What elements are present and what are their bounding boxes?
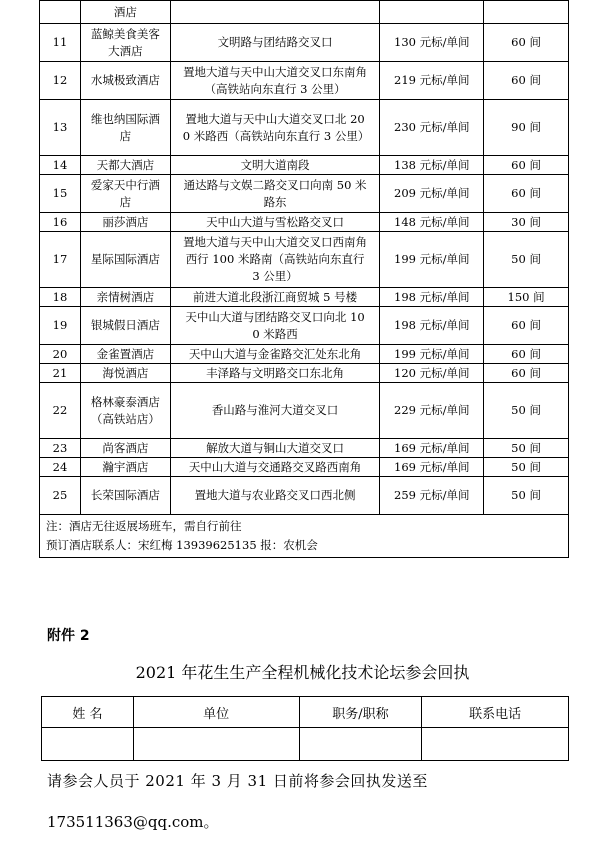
hotel-location: 置地大道与农业路交叉口西北侧 bbox=[170, 477, 380, 515]
hotel-location: 文明路与团结路交叉口 bbox=[170, 24, 380, 62]
hotel-number: 25 bbox=[40, 477, 81, 515]
hotel-row bbox=[40, 477, 569, 515]
hotel-name: 瀚宇酒店 bbox=[80, 458, 170, 477]
hotel-location: 丰泽路与文明路交口东北角 bbox=[170, 364, 380, 383]
hotel-number: 15 bbox=[40, 175, 81, 213]
continued-hotel-name: 酒店 bbox=[80, 1, 170, 24]
hotel-number: 16 bbox=[40, 213, 81, 232]
hotel-rooms: 60 间 bbox=[484, 345, 569, 364]
hotel-price: 229 元标/单间 bbox=[380, 383, 484, 439]
hotel-location: 天中山大道与金雀路交汇处东北角 bbox=[170, 345, 380, 364]
hotel-rooms: 30 间 bbox=[484, 213, 569, 232]
entry-unit[interactable] bbox=[133, 728, 299, 761]
hotel-price: 138 元标/单间 bbox=[380, 156, 484, 175]
hotel-number: 20 bbox=[40, 345, 81, 364]
hotel-number: 17 bbox=[40, 232, 81, 288]
hotel-row bbox=[40, 458, 569, 477]
note-contact: 预订酒店联系人：宋红梅 13939625135 报：农机会 bbox=[46, 538, 318, 552]
hotel-rooms: 50 间 bbox=[484, 383, 569, 439]
hotel-rooms: 50 间 bbox=[484, 232, 569, 288]
hotel-row bbox=[40, 175, 569, 213]
hotel-location: 文明大道南段 bbox=[170, 156, 380, 175]
hotel-number: 24 bbox=[40, 458, 81, 477]
hotel-location: 解放大道与铜山大道交叉口 bbox=[170, 439, 380, 458]
header-unit: 单位 bbox=[133, 697, 299, 728]
reply-form-table bbox=[41, 696, 569, 761]
continued-row bbox=[40, 1, 569, 24]
hotel-price: 209 元标/单间 bbox=[380, 175, 484, 213]
hotel-location: 通达路与文娱二路交叉口向南 50 米路东 bbox=[170, 175, 380, 213]
hotel-name: 海悦酒店 bbox=[80, 364, 170, 383]
hotel-number: 14 bbox=[40, 156, 81, 175]
hotel-number: 13 bbox=[40, 100, 81, 156]
hotel-name: 长荣国际酒店 bbox=[80, 477, 170, 515]
hotel-row bbox=[40, 288, 569, 307]
hotel-name: 维也纳国际酒店 bbox=[80, 100, 170, 156]
hotel-price: 198 元标/单间 bbox=[380, 307, 484, 345]
reply-entry-row bbox=[42, 728, 569, 761]
hotel-price: 199 元标/单间 bbox=[380, 345, 484, 364]
hotel-row bbox=[40, 383, 569, 439]
email-address: 173511363@qq.com。 bbox=[47, 813, 219, 831]
hotel-rooms: 50 间 bbox=[484, 458, 569, 477]
hotel-price: 169 元标/单间 bbox=[380, 439, 484, 458]
hotel-row bbox=[40, 213, 569, 232]
hotel-rooms: 90 间 bbox=[484, 100, 569, 156]
hotel-price: 259 元标/单间 bbox=[380, 477, 484, 515]
hotel-rooms: 150 间 bbox=[484, 288, 569, 307]
header-position: 职务/职称 bbox=[299, 697, 422, 728]
hotel-price: 148 元标/单间 bbox=[380, 213, 484, 232]
note-shuttle: 注：酒店无往返展场班车，需自行前往 bbox=[46, 519, 242, 533]
hotel-row bbox=[40, 100, 569, 156]
hotel-row bbox=[40, 307, 569, 345]
hotel-name: 蓝鲸美食美客大酒店 bbox=[80, 24, 170, 62]
hotel-name: 丽莎酒店 bbox=[80, 213, 170, 232]
hotel-location: 置地大道与天中山大道交叉口北 200 米路西（高铁站向东直行 3 公里） bbox=[170, 100, 380, 156]
hotel-number: 23 bbox=[40, 439, 81, 458]
hotel-name: 金雀置酒店 bbox=[80, 345, 170, 364]
hotel-rooms: 50 间 bbox=[484, 439, 569, 458]
hotel-number: 19 bbox=[40, 307, 81, 345]
hotel-number: 11 bbox=[40, 24, 81, 62]
hotel-table bbox=[39, 0, 569, 558]
hotel-price: 130 元标/单间 bbox=[380, 24, 484, 62]
header-name: 姓 名 bbox=[42, 697, 134, 728]
hotel-row bbox=[40, 24, 569, 62]
hotel-rooms: 50 间 bbox=[484, 477, 569, 515]
hotel-number: 18 bbox=[40, 288, 81, 307]
hotel-location: 天中山大道与团结路交叉口向北 100 米路西 bbox=[170, 307, 380, 345]
hotel-rooms: 60 间 bbox=[484, 24, 569, 62]
hotel-price: 219 元标/单间 bbox=[380, 62, 484, 100]
hotel-row bbox=[40, 345, 569, 364]
hotel-rooms: 60 间 bbox=[484, 364, 569, 383]
hotel-rooms: 60 间 bbox=[484, 62, 569, 100]
hotel-location: 前进大道北段浙江商贸城 5 号楼 bbox=[170, 288, 380, 307]
hotel-row bbox=[40, 156, 569, 175]
hotel-location: 天中山大道与雪松路交叉口 bbox=[170, 213, 380, 232]
hotel-number: 21 bbox=[40, 364, 81, 383]
note-cell bbox=[40, 515, 569, 558]
hotel-price: 199 元标/单间 bbox=[380, 232, 484, 288]
hotel-name: 银城假日酒店 bbox=[80, 307, 170, 345]
instruction-text: 请参会人员于 2021 年 3 月 31 日前将参会回执发送至 bbox=[47, 772, 428, 790]
hotel-price: 120 元标/单间 bbox=[380, 364, 484, 383]
attachment-label: 附件 2 bbox=[47, 628, 90, 644]
hotel-row bbox=[40, 232, 569, 288]
entry-position[interactable] bbox=[299, 728, 422, 761]
hotel-name: 爱家天中行酒店 bbox=[80, 175, 170, 213]
form-title: 2021 年花生生产全程机械化技术论坛参会回执 bbox=[135, 663, 470, 682]
note-row bbox=[40, 515, 569, 558]
hotel-rooms: 60 间 bbox=[484, 307, 569, 345]
hotel-name: 格林豪泰酒店（高铁站店） bbox=[80, 383, 170, 439]
entry-phone[interactable] bbox=[422, 728, 569, 761]
hotel-price: 169 元标/单间 bbox=[380, 458, 484, 477]
hotel-name: 亲情树酒店 bbox=[80, 288, 170, 307]
hotel-price: 198 元标/单间 bbox=[380, 288, 484, 307]
hotel-rooms: 60 间 bbox=[484, 156, 569, 175]
hotel-rooms: 60 间 bbox=[484, 175, 569, 213]
hotel-number: 12 bbox=[40, 62, 81, 100]
hotel-location: 置地大道与天中山大道交叉口东南角（高铁站向东直行 3 公里） bbox=[170, 62, 380, 100]
hotel-location: 置地大道与天中山大道交叉口西南角西行 100 米路南（高铁站向东直行 3 公里） bbox=[170, 232, 380, 288]
hotel-number: 22 bbox=[40, 383, 81, 439]
hotel-name: 尚客酒店 bbox=[80, 439, 170, 458]
hotel-location: 香山路与淮河大道交叉口 bbox=[170, 383, 380, 439]
entry-name[interactable] bbox=[42, 728, 134, 761]
hotel-row bbox=[40, 62, 569, 100]
hotel-price: 230 元标/单间 bbox=[380, 100, 484, 156]
hotel-name: 水城极致酒店 bbox=[80, 62, 170, 100]
hotel-row bbox=[40, 364, 569, 383]
header-phone: 联系电话 bbox=[422, 697, 569, 728]
hotel-name: 天都大酒店 bbox=[80, 156, 170, 175]
hotel-location: 天中山大道与交通路交叉路西南角 bbox=[170, 458, 380, 477]
hotel-row bbox=[40, 439, 569, 458]
hotel-name: 星际国际酒店 bbox=[80, 232, 170, 288]
reply-header-row bbox=[42, 697, 569, 728]
